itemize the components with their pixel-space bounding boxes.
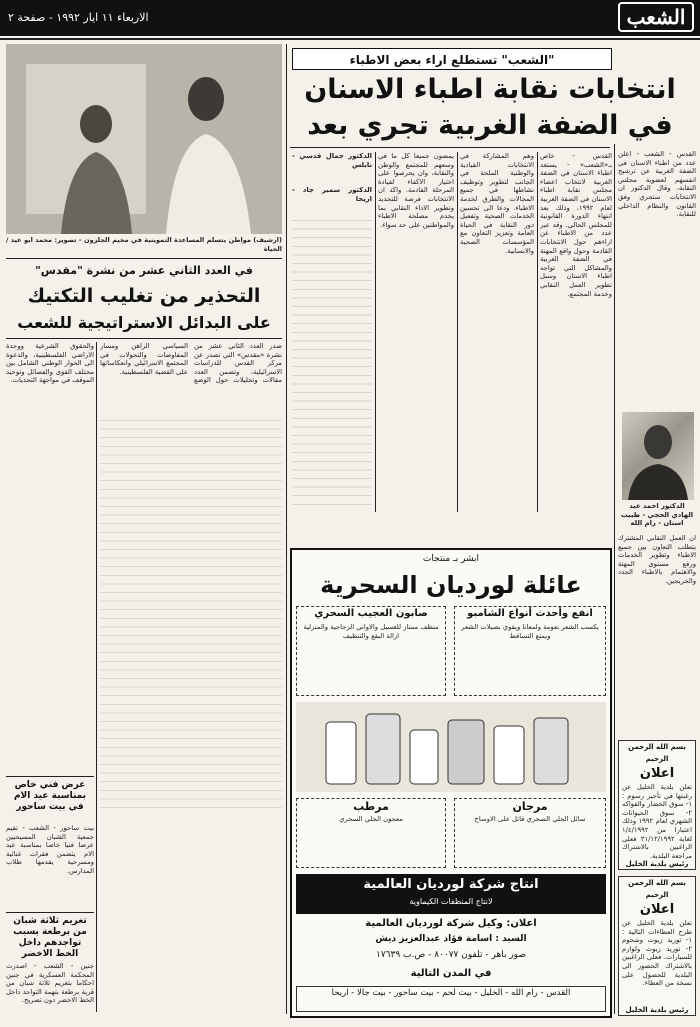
lead-quote-2: الدكتور سمير جاد - اريحا [292, 186, 372, 203]
lead-headline-1: انتخابات نقابة اطباء الاسنان [304, 74, 676, 105]
ad-agent-label: اعلان: [506, 918, 537, 929]
ad-agent-text: وكيل شركة لورديان العالمية [365, 918, 503, 929]
photo-story-right-col: والحقوق الشرعية ووحدة الاراضي الفلسطينية، والدعوة الى الحوار الوطني الشامل بين مختلف القوى والفصائل وتوحيد الموقف في مواجهة التحديات. [6, 342, 94, 385]
photo-story-kicker: في العدد الثاني عشر من نشرة "مقدس" [35, 264, 253, 277]
newspaper-logo: الشعب [618, 2, 694, 32]
photo-caption: (ارشيف) مواطن يتسلم المساعدة التموينية في مخيم الجلزون - تصوير: محمد ابو عيد / الحياة [6, 236, 282, 253]
side-column-text-2: ان العمل النقابي المشترك يتطلب التعاون بين جميع الاطباء وتطوير الخدمات ورفع مستوى المهنة والاهتمام بالاطباء الجدد والخريجين. [618, 534, 696, 585]
ad-company-title: انتاج شركة لورديان العالمية [363, 877, 539, 892]
ad-markets-title: في المدن التالية [410, 968, 492, 979]
ad-bottom-box-1-title: مرطب [353, 800, 389, 813]
short-item-2-headline: تغريم ثلاثة شبان من برطعة بسبب تواجدهم داخل الخط الاخضر [13, 916, 87, 959]
notice-1 [618, 740, 696, 870]
lead-quote-1: الدكتور جمال قدسي - نابلس [292, 152, 372, 169]
lead-body-col4 [292, 220, 372, 510]
notice-2 [618, 876, 696, 1016]
lead-body-col1: القدس - خاص بـ«الشعب» - يستعد اطباء الاسنان في الضفة الغربية لانتخاب اعضاء مجلس نقابة اطباء الاسنان في الضفة الغربية لعام ١٩٩٢، وذلك بعد انتهاء الدورة القانونية للمجلس الحالي. وقد عبر عدد من الاطباء عن اراءهم حول الانتخابات القادمة وحول واقع المهنة في الضفة الغربية والمشاكل التي تواجه اطباء الاسنان وسبل تطوير العمل النقابي وخدمة المجتمع. [540, 152, 612, 298]
notice-2-title: اعلان [639, 902, 675, 917]
lead-body-col2: وهم المشاركة في الانتخابات القيادية والوطنية الملحة في الجانب لتطوير وتوظيف نشاطها في جميع المجالات والطرق لخدمة الاطباء. ودعا الى تحسين الخدمات الصحية وتفعيل دور النقابة في الحياة العامة وتعزيز التعاون مع المؤسسات الصحية والانسانية. [460, 152, 534, 255]
notice-1-body: تعلن بلدية الخليل عن رغبتها في تأجير رسوم : ١- سوق الخضار والفواكه ٢- سوق الحيوانات الشهري لعام ١٩٩٢ وذلك اعتبارا من ١/٤/١٩٩٢ لغاية ٣١/١٢/١٩٩٢ فعلى الراغبين بالاشتراك مراجعة البلدية. [622, 783, 692, 859]
photo-story-body: صدر العدد الثاني عشر من نشرة «مقدس» التي تصدر عن مركز القدس للدراسات الاسرائيلية، وتضمن العدد مقالات وتحليلات حول الوضع السياسي الراهن ومسار المفاوضات والتحولات في المجتمع الاسرائيلي وانعكاساتها على القضية الفلسطينية. [100, 342, 282, 385]
side-column-text: القدس - الشعب - اعلن عدد من اطباء الاسنان في الضفة الغربية عن ترشيح انفسهم لعضوية مجلس النقابة، وقال الدكتور ان الانتخابات ستجري وفق القانون والنظام الداخلي للنقابة. [618, 150, 696, 219]
ad-brand: عائلة لورديان السحرية [320, 571, 582, 599]
ad-box-1-title: صابون العجيب السحري [314, 608, 428, 619]
ad-agent [296, 918, 606, 932]
ad-bottom-box-1 [296, 798, 446, 868]
news-photo [6, 44, 282, 234]
ad-bottom-box-2-text: سائل الجلي السحري قاتل على الاوساخ [474, 815, 586, 823]
ad-box-1-text: منظف ممتاز للغسيل والاواني الزجاجية والمنزلية ازالة البقع والتنظيف [303, 623, 439, 640]
short-item-1-headline: عرض فني خاص بمناسبة عيد الام في بيت ساحور [13, 780, 87, 812]
photo-story-body-lines [100, 420, 282, 810]
portrait-silhouette-icon [622, 412, 694, 500]
notice-2-body: تعلن بلدية الخليل عن طرح العطاءات التالية : ١- توريد زيوت وشحوم ٢- توريد زيوت ولوازم للسيارات. فعلى الراغبين بالاشتراك الحضور الى البلدية للحصول على نسخة من العطاء. [622, 919, 692, 988]
ad-box-1 [296, 606, 446, 696]
bottles-icon [296, 702, 606, 792]
date-line: الاربعاء ١١ ايار ١٩٩٢ - صفحة ٢ [8, 11, 149, 24]
photo-story-headline-1: التحذير من تغليب التكتيك [27, 285, 261, 307]
lead-body-col3: يمضون جميعا كل ما في وسعهم للمجتمع والوطن والنقابة، وان يحرصوا على اختيار الاكفاء لقيادة المرحلة القادمة. واكد ان الانتخابات فرصة للتجديد وتطوير الاداء النقابي بما يخدم مصلحة الاطباء والمواطنين على حد سواء. [378, 152, 454, 229]
notice-1-header: بسم الله الرحمن الرحيم [628, 743, 686, 763]
ad-bottom-box-1-text: معجون الجلي السحري [339, 815, 403, 823]
ad-company-banner [296, 874, 606, 914]
photo-story-headline-2: على البدائل الاستراتيجية للشعب [17, 313, 271, 332]
ad-company-sub: لانتاج المنظفات الكيماوية [409, 897, 493, 906]
notice-2-header: بسم الله الرحمن الرحيم [628, 879, 686, 899]
ad-markets: القدس - رام الله - الخليل - بيت لحم - بيت ساحور - بيت جالا - اريحا [296, 986, 606, 1012]
ad-address: صور باهر - تلفون ٨٠٠٧٧ - ص.ب ١٧٦٣٩ [376, 950, 526, 960]
lead-headline-2: في الضفة الغربية تجري بعد [307, 110, 673, 141]
ad-bottom-box-2 [454, 798, 606, 868]
ad-agent-name: السيد : اسامة فؤاد عبدالعزيز ديش [375, 934, 527, 944]
people-silhouette-icon [6, 44, 282, 234]
ad-box-2-title: انفع وأحدث أنواع الشامبو [467, 608, 593, 619]
notice-2-footer: رئيس بلدية الخليل [625, 1006, 689, 1014]
ad-bottom-box-2-title: مرجان [512, 800, 548, 813]
ad-box-2 [454, 606, 606, 696]
notice-1-footer: رئيس بلدية الخليل [625, 860, 689, 868]
short-item-2-body: جنين - الشعب - اصدرت المحكمة العسكرية في جنين احكاما بتغريم ثلاثة شبان من قرية برطعة بتهمة التواجد داخل الخط الاخضر دون تصريح. [6, 962, 94, 1005]
portrait-caption: الدكتور احمد عبد الهادي الحجي - طبيب اسنان - رام الله [620, 502, 694, 528]
portrait-photo [622, 412, 694, 500]
lead-kicker: "الشعب" تستطلع اراء بعض الاطباء [292, 48, 612, 70]
ad-box-2-text: يكسب الشعر نعومة ولمعانا ويقوي بصيلات الشعر ويمنع التساقط [461, 623, 599, 640]
ad-top: ابشر بـ منتجات [422, 554, 480, 564]
ad-products-image [296, 702, 606, 792]
notice-1-title: اعلان [639, 766, 675, 781]
short-item-1-body: بيت ساحور - الشعب - تقيم جمعية الشبان المسيحيين عرضا فنيا خاصا بمناسبة عيد الام يتضمن فقرات غنائية ومسرحية يقدمها طلاب المدارس. [6, 824, 94, 875]
